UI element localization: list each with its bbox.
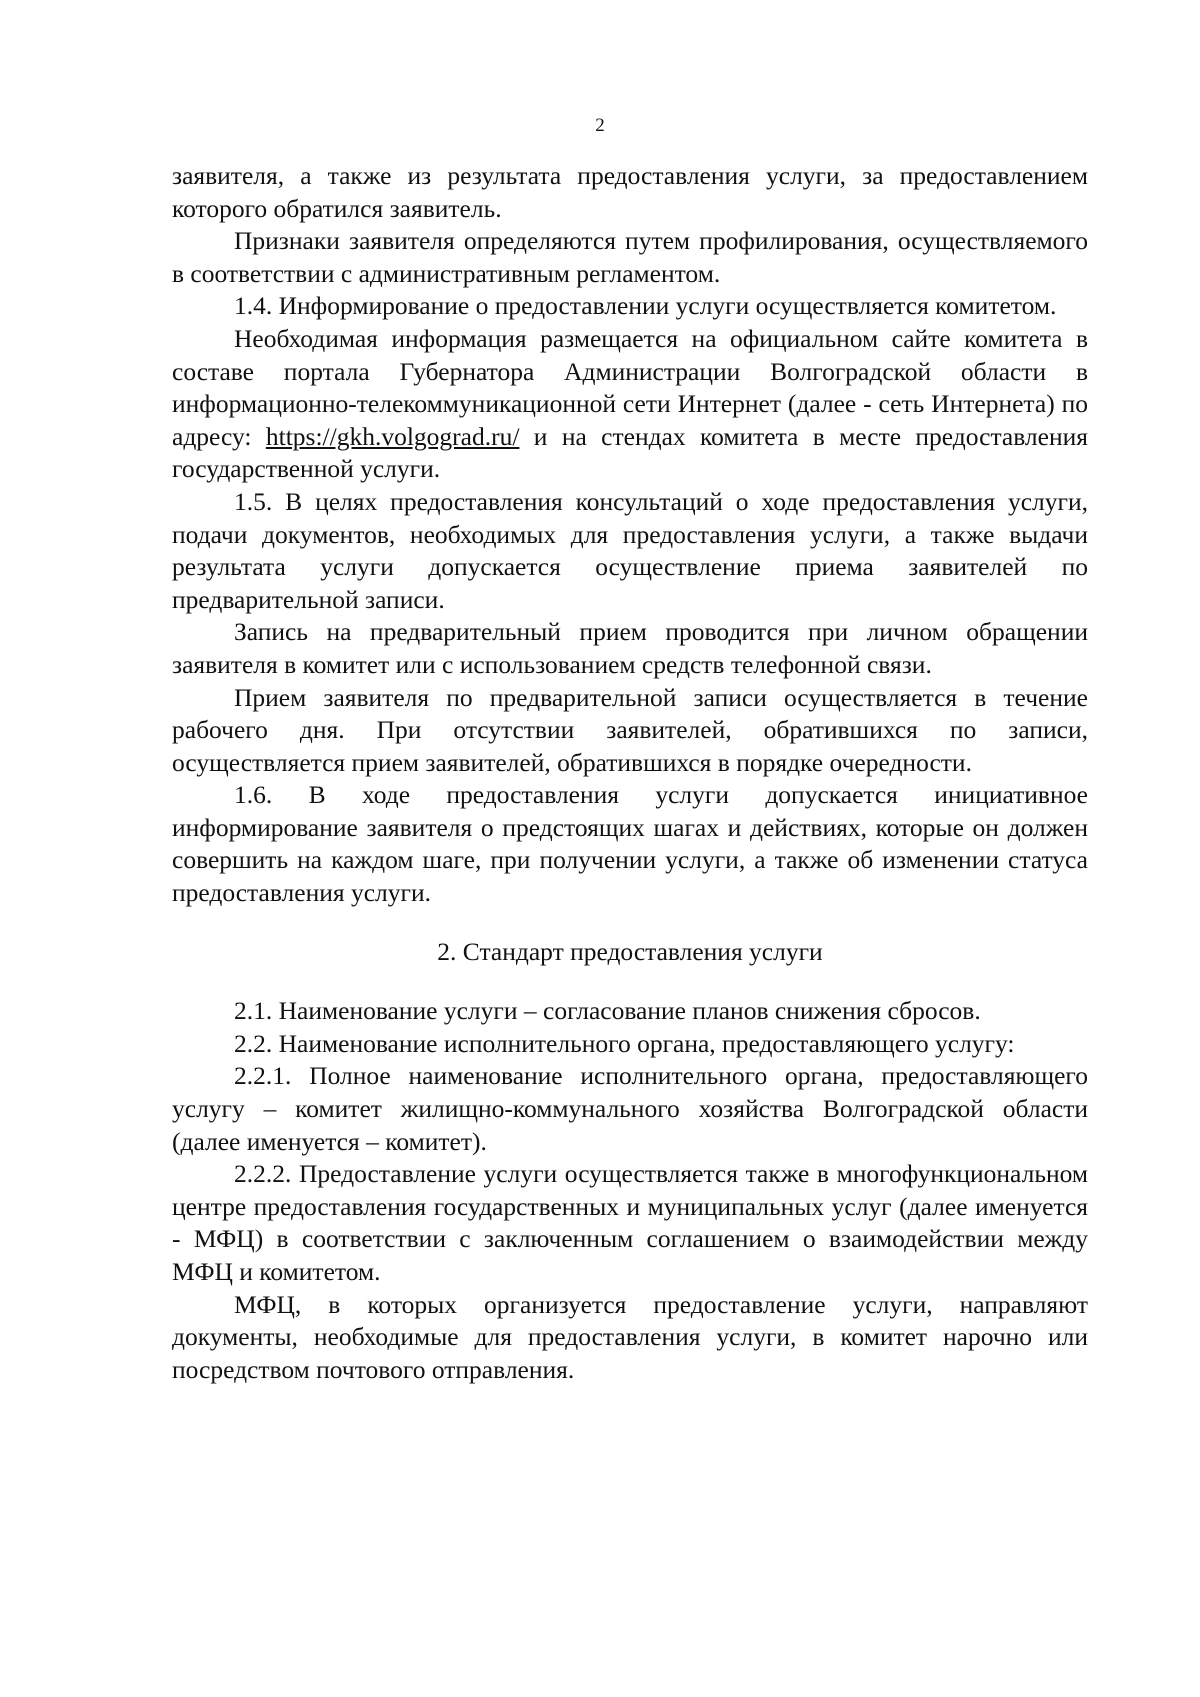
paragraph-1-5: 1.5. В целях предоставления консультаций о ходе предоставления услуги, подачи документов, необходимых для предоставления услуги, а также выдачи результата услуги допускается осуществление приема заявителей по предварительной записи. xyxy=(172,486,1088,614)
paragraph-applicant-result: заявителя, а также из результата предоставления услуги, за предоставлением которого обратился заявитель. xyxy=(172,161,1088,223)
paragraph-information-site xyxy=(172,323,1088,486)
paragraph-2-1: 2.1. Наименование услуги – согласование планов снижения сбросов. xyxy=(234,996,981,1026)
document-body xyxy=(172,160,1088,1386)
section-heading-standard: 2. Стандарт предоставления услуги xyxy=(437,936,823,966)
paragraph-information-site-text-before: Необходимая информация размещается на официальном сайте комитета в составе портала Губернатора Администрации Волгоградской области в информационно-телекоммуникационной сети Интернет (далее - сеть Интернета) по адресу: xyxy=(172,323,1088,451)
paragraph-1-4: 1.4. Информирование о предоставлении услуги осуществляется комитетом. xyxy=(234,291,1057,321)
page-number: 2 xyxy=(595,115,605,136)
website-link[interactable]: https://gkh.volgograd.ru/ xyxy=(265,421,520,451)
paragraph-appointment: Запись на предварительный прием проводится при личном обращении заявителя в комитет или с использованием средств телефонной связи. xyxy=(172,617,1088,679)
paragraph-2-2-2: 2.2.2. Предоставление услуги осуществляется также в многофункциональном центре предоставления государственных и муниципальных услуг (далее именуется - МФЦ) в соответствии с заключенным соглашением о взаимодействии между МФЦ и комитетом. xyxy=(172,1159,1088,1286)
paragraph-mfc-documents: МФЦ, в которых организуется предоставление услуги, направляют документы, необходимые для предоставления услуги, в комитет нарочно или посредством почтового отправления. xyxy=(172,1289,1088,1384)
paragraph-2-2-1: 2.2.1. Полное наименование исполнительного органа, предоставляющего услугу – комитет жилищно-коммунального хозяйства Волгоградской области (далее именуется – комитет). xyxy=(172,1061,1088,1156)
paragraph-2-2: 2.2. Наименование исполнительного органа, предоставляющего услугу: xyxy=(234,1028,1015,1058)
paragraph-1-6: 1.6. В ходе предоставления услуги допускается инициативное информирование заявителя о предстоящих шагах и действиях, которые он должен совершить на каждом шаге, при получении услуги, а также об изменении статуса предоставления услуги. xyxy=(172,780,1088,908)
paragraph-reception: Прием заявителя по предварительной записи осуществляется в течение рабочего дня. При отсутствии заявителей, обратившихся по записи, осуществляется прием заявителей, обратившихся в порядке очередности. xyxy=(172,682,1088,777)
paragraph-information-site-text-after: и на стендах комитета в месте предоставления государственной услуги. xyxy=(172,421,1088,484)
paragraph-applicant-signs: Признаки заявителя определяются путем профилирования, осуществляемого в соответствии с административным регламентом. xyxy=(172,226,1088,288)
